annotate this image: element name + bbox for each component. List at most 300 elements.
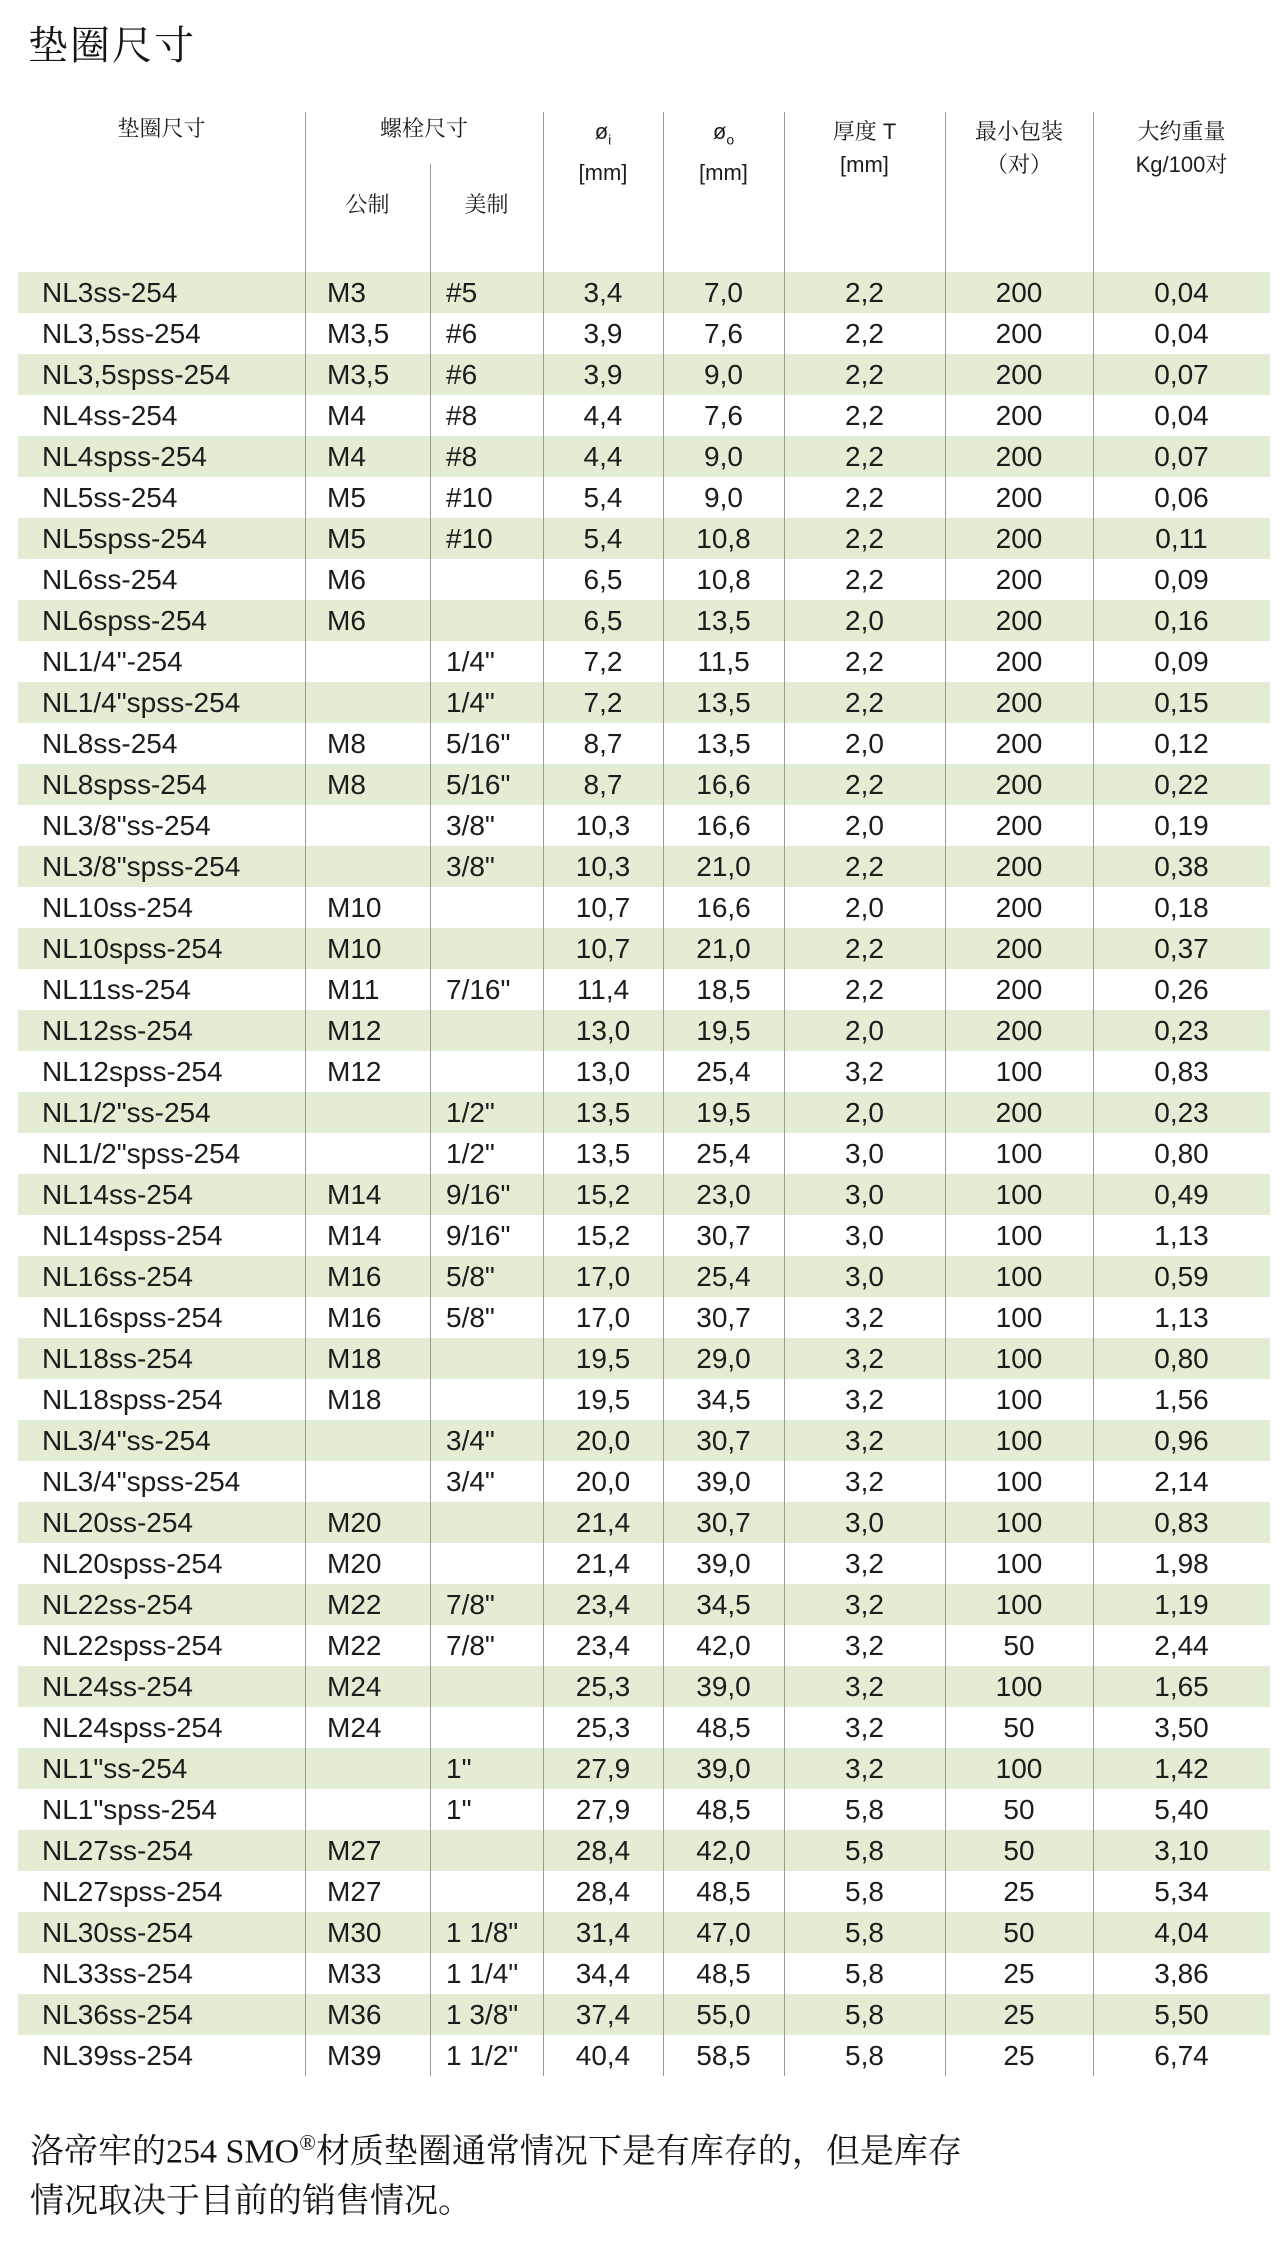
table-cell: 2,0 <box>845 810 884 841</box>
table-cell: 5/16" <box>446 769 511 800</box>
table-cell: 1/4" <box>446 646 495 677</box>
table-cell: 0,26 <box>1154 974 1209 1005</box>
table-row <box>18 1051 1270 1092</box>
table-row <box>18 1379 1270 1420</box>
table-row <box>18 354 1270 395</box>
table-cell: 200 <box>995 892 1043 923</box>
table-cell: 200 <box>995 933 1043 964</box>
table-cell <box>305 1092 430 1133</box>
table-cell: 10,7 <box>575 892 631 923</box>
table-cell: 55,0 <box>696 1999 751 2030</box>
table-cell: 4,4 <box>583 441 623 472</box>
table-cell: NL3/4"spss-254 <box>42 1466 241 1497</box>
table-cell: 3,0 <box>845 1507 884 1538</box>
table-cell <box>305 846 430 887</box>
table-cell: 3,50 <box>1154 1712 1209 1743</box>
table-cell: 200 <box>995 482 1043 513</box>
column-divider <box>663 112 664 2076</box>
stock-note <box>30 2118 1250 2227</box>
table-cell: 9,0 <box>704 482 743 513</box>
table-cell <box>305 805 430 846</box>
table-cell: NL12ss-254 <box>42 1015 193 1046</box>
table-cell <box>305 1789 430 1830</box>
table-cell: 0,22 <box>1154 769 1209 800</box>
table-cell: 5,50 <box>1154 1999 1209 2030</box>
weight-unit: Kg/100对 <box>1135 152 1228 177</box>
table-cell: 13,0 <box>575 1056 631 1087</box>
table-row <box>18 1256 1270 1297</box>
table-cell: 200 <box>995 564 1043 595</box>
table-cell: 25,4 <box>696 1056 751 1087</box>
table-cell: 1" <box>446 1794 472 1825</box>
table-cell: M8 <box>327 728 366 759</box>
table-cell: 0,15 <box>1154 687 1209 718</box>
table-cell: 17,0 <box>575 1302 631 1333</box>
table-cell: M4 <box>327 441 366 472</box>
table-cell: 25,4 <box>696 1138 751 1169</box>
table-cell: M14 <box>327 1179 382 1210</box>
table-cell: 34,5 <box>696 1384 751 1415</box>
table-cell: 21,4 <box>575 1507 631 1538</box>
table-cell <box>305 1133 430 1174</box>
table-cell: NL3/8"ss-254 <box>42 810 211 841</box>
table-cell: 13,5 <box>696 687 751 718</box>
table-cell <box>305 1748 430 1789</box>
table-cell: M5 <box>327 482 366 513</box>
table-cell: 0,18 <box>1154 892 1209 923</box>
table-cell: 42,0 <box>696 1630 751 1661</box>
table-cell: NL3ss-254 <box>42 277 178 308</box>
table-cell <box>430 1707 543 1748</box>
inner-diameter-subscript: i <box>608 131 612 148</box>
table-cell: 30,7 <box>696 1507 751 1538</box>
table-row <box>18 1543 1270 1584</box>
table-cell: NL3/8"spss-254 <box>42 851 241 882</box>
table-cell: M20 <box>327 1507 382 1538</box>
table-cell: 47,0 <box>696 1917 751 1948</box>
table-cell: 9/16" <box>446 1220 511 1251</box>
table-row <box>18 682 1270 723</box>
table-cell: NL18ss-254 <box>42 1343 193 1374</box>
table-cell: 5,4 <box>583 482 623 513</box>
table-cell <box>430 1051 543 1092</box>
table-cell: 200 <box>995 810 1043 841</box>
table-cell: 1 3/8" <box>446 1999 519 2030</box>
table-cell: 100 <box>995 1589 1043 1620</box>
table-cell: 200 <box>995 687 1043 718</box>
table-cell: M12 <box>327 1056 382 1087</box>
table-cell: 9/16" <box>446 1179 511 1210</box>
table-cell: 3/4" <box>446 1466 495 1497</box>
header-min-pack <box>945 115 1093 181</box>
table-cell: 200 <box>995 523 1043 554</box>
table-cell: 2,2 <box>845 318 884 349</box>
table-cell: 100 <box>995 1343 1043 1374</box>
table-cell <box>305 1420 430 1461</box>
table-cell <box>430 1830 543 1871</box>
table-cell: 2,0 <box>845 1015 884 1046</box>
table-cell: 3,2 <box>845 1343 884 1374</box>
table-cell: 3,2 <box>845 1466 884 1497</box>
table-cell: M24 <box>327 1712 382 1743</box>
table-cell: 1,98 <box>1154 1548 1209 1579</box>
thickness-unit: [mm] <box>840 152 889 177</box>
stock-note-text: 材质垫圈通常情况下是有库存的，但是库存 <box>315 2133 962 2171</box>
table-cell: 3,2 <box>845 1056 884 1087</box>
table-cell: 7,0 <box>704 277 743 308</box>
table-cell: NL1/4"spss-254 <box>42 687 241 718</box>
table-row <box>18 1420 1270 1461</box>
table-cell: 20,0 <box>575 1466 631 1497</box>
table-cell: 34,4 <box>575 1958 631 1989</box>
table-cell: 1,19 <box>1154 1589 1209 1620</box>
table-cell: 100 <box>995 1138 1043 1169</box>
table-cell: 3,9 <box>583 359 623 390</box>
table-cell: 5,8 <box>845 1958 884 1989</box>
table-cell: 0,83 <box>1154 1056 1209 1087</box>
table-cell: 0,37 <box>1154 933 1209 964</box>
weight-label: 大约重量 <box>1137 119 1226 144</box>
table-cell: 11,5 <box>697 646 750 677</box>
table-cell: 4,04 <box>1154 1917 1209 1948</box>
table-row <box>18 1297 1270 1338</box>
table-cell: 21,0 <box>696 933 751 964</box>
table-cell: 1 1/4" <box>446 1958 519 1989</box>
table-cell: NL36ss-254 <box>42 1999 193 2030</box>
table-cell: NL24ss-254 <box>42 1671 193 1702</box>
table-cell: M39 <box>327 2040 382 2071</box>
header-thickness <box>784 115 945 181</box>
table-cell: 37,4 <box>575 1999 631 2030</box>
table-cell: M36 <box>327 1999 382 2030</box>
table-cell: M16 <box>327 1261 382 1292</box>
table-row <box>18 1953 1270 1994</box>
table-cell: M6 <box>327 605 366 636</box>
table-cell: 3,10 <box>1154 1835 1209 1866</box>
table-cell: NL3,5ss-254 <box>42 318 201 349</box>
table-cell: 0,06 <box>1154 482 1209 513</box>
table-cell: 2,2 <box>845 523 884 554</box>
table-cell <box>430 928 543 969</box>
table-cell <box>430 1379 543 1420</box>
table-cell <box>430 559 543 600</box>
table-cell: 20,0 <box>575 1425 631 1456</box>
table-cell: M16 <box>327 1302 382 1333</box>
table-cell: M3,5 <box>327 359 390 390</box>
table-cell: 39,0 <box>696 1466 751 1497</box>
table-cell: NL22ss-254 <box>42 1589 193 1620</box>
table-cell: 2,2 <box>845 400 884 431</box>
table-cell: #8 <box>446 441 478 472</box>
table-cell: #6 <box>446 318 478 349</box>
table-cell: 3,2 <box>845 1589 884 1620</box>
table-row <box>18 1215 1270 1256</box>
table-cell: M4 <box>327 400 366 431</box>
table-cell: 50 <box>1003 1835 1035 1866</box>
table-cell: 5,8 <box>845 2040 884 2071</box>
table-cell <box>430 600 543 641</box>
table-row <box>18 313 1270 354</box>
header-bolt-size-group: 螺栓尺寸 <box>379 116 468 141</box>
table-cell: M20 <box>327 1548 382 1579</box>
table-cell: 200 <box>995 728 1043 759</box>
table-row <box>18 477 1270 518</box>
table-cell <box>430 1338 543 1379</box>
table-cell: NL33ss-254 <box>42 1958 193 1989</box>
table-cell: 25 <box>1003 2040 1035 2071</box>
table-cell: 0,11 <box>1155 523 1208 554</box>
header-washer-size: 垫圈尺寸 <box>117 116 206 141</box>
stock-note-text: 洛帝牢的254 SMO <box>30 2133 300 2171</box>
table-cell: 48,5 <box>696 1794 751 1825</box>
table-cell: 23,4 <box>575 1589 631 1620</box>
table-cell: 2,2 <box>845 441 884 472</box>
table-cell: 0,83 <box>1154 1507 1209 1538</box>
table-cell: 1,65 <box>1154 1671 1209 1702</box>
table-cell: 3,2 <box>845 1384 884 1415</box>
table-cell: M12 <box>327 1015 382 1046</box>
table-cell: 100 <box>995 1302 1043 1333</box>
column-divider <box>543 112 544 2076</box>
table-cell: 100 <box>995 1261 1043 1292</box>
table-cell: 1,56 <box>1154 1384 1209 1415</box>
header-us: 美制 <box>464 192 509 217</box>
table-row <box>18 1010 1270 1051</box>
table-cell: 42,0 <box>696 1835 751 1866</box>
header-inner-diameter <box>543 115 663 189</box>
table-cell: 200 <box>995 318 1043 349</box>
table-cell: NL27ss-254 <box>42 1835 193 1866</box>
table-cell: 1" <box>446 1753 472 1784</box>
table-cell: 30,7 <box>696 1425 751 1456</box>
table-cell: 100 <box>995 1179 1043 1210</box>
table-cell: 3/8" <box>446 810 495 841</box>
table-row <box>18 723 1270 764</box>
table-cell: 25 <box>1003 1876 1035 1907</box>
table-cell: 1,13 <box>1154 1220 1209 1251</box>
table-cell: 3/4" <box>446 1425 495 1456</box>
table-cell: 5,8 <box>845 1917 884 1948</box>
table-cell: 3,0 <box>845 1261 884 1292</box>
column-divider <box>784 112 785 2076</box>
table-cell: 6,74 <box>1154 2040 1209 2071</box>
table-cell: M10 <box>327 933 382 964</box>
table-cell: 9,0 <box>704 441 743 472</box>
table-cell: 19,5 <box>696 1015 751 1046</box>
table-cell: 50 <box>1003 1712 1035 1743</box>
table-cell: 50 <box>1003 1794 1035 1825</box>
table-cell: 10,8 <box>696 523 751 554</box>
table-cell: 48,5 <box>696 1958 751 1989</box>
table-cell: 2,2 <box>845 933 884 964</box>
table-cell: M10 <box>327 892 382 923</box>
table-cell: 200 <box>995 605 1043 636</box>
table-cell: 48,5 <box>696 1876 751 1907</box>
table-row <box>18 1461 1270 1502</box>
table-cell: 28,4 <box>575 1876 631 1907</box>
table-cell: M22 <box>327 1589 382 1620</box>
table-cell: 2,2 <box>845 974 884 1005</box>
table-cell: 0,96 <box>1154 1425 1209 1456</box>
table-cell: M14 <box>327 1220 382 1251</box>
table-cell: 39,0 <box>696 1753 751 1784</box>
table-cell: 2,2 <box>845 769 884 800</box>
table-cell: 3,0 <box>845 1220 884 1251</box>
table-cell: NL10spss-254 <box>42 933 223 964</box>
table-cell: 5,8 <box>845 1794 884 1825</box>
table-cell: 100 <box>995 1671 1043 1702</box>
table-cell: 3,86 <box>1154 1958 1209 1989</box>
table-cell: 13,0 <box>575 1015 631 1046</box>
table-cell: 100 <box>995 1384 1043 1415</box>
table-cell: 2,2 <box>845 687 884 718</box>
table-cell: 200 <box>995 769 1043 800</box>
table-cell: M24 <box>327 1671 382 1702</box>
table-cell: 21,0 <box>696 851 751 882</box>
table-cell: M3,5 <box>327 318 390 349</box>
washer-size-table <box>18 112 1270 2076</box>
table-cell <box>430 1666 543 1707</box>
table-cell: 19,5 <box>575 1343 631 1374</box>
table-cell: 200 <box>995 1097 1043 1128</box>
table-row <box>18 1748 1270 1789</box>
table-cell: 28,4 <box>575 1835 631 1866</box>
table-cell: 25,3 <box>575 1712 631 1743</box>
table-cell: 3,2 <box>845 1712 884 1743</box>
table-cell: 4,4 <box>583 400 623 431</box>
table-cell: 200 <box>995 974 1043 1005</box>
table-cell: 100 <box>995 1548 1043 1579</box>
table-cell: 0,04 <box>1154 318 1209 349</box>
table-cell: 7,6 <box>704 400 743 431</box>
table-cell: 7/8" <box>446 1589 495 1620</box>
table-cell: 13,5 <box>575 1097 631 1128</box>
table-cell: 2,44 <box>1154 1630 1209 1661</box>
table-cell: 7,2 <box>583 687 623 718</box>
table-cell: 2,2 <box>845 277 884 308</box>
table-cell <box>430 1871 543 1912</box>
table-cell: 10,7 <box>575 933 631 964</box>
table-cell: 0,38 <box>1154 851 1209 882</box>
table-cell: 0,59 <box>1154 1261 1209 1292</box>
table-cell: 1 1/2" <box>446 2040 519 2071</box>
table-cell: 23,4 <box>575 1630 631 1661</box>
table-row <box>18 1338 1270 1379</box>
table-cell: 7,6 <box>704 318 743 349</box>
table-cell: 27,9 <box>575 1753 631 1784</box>
table-cell: NL20ss-254 <box>42 1507 193 1538</box>
table-cell: M22 <box>327 1630 382 1661</box>
table-cell: 0,04 <box>1154 277 1209 308</box>
table-cell: 34,5 <box>696 1589 751 1620</box>
table-cell: 200 <box>995 400 1043 431</box>
table-cell: 0,23 <box>1154 1015 1209 1046</box>
table-cell: NL1"ss-254 <box>42 1753 188 1784</box>
table-cell: M6 <box>327 564 366 595</box>
table-cell: 0,12 <box>1154 728 1209 759</box>
table-cell: 16,6 <box>696 769 751 800</box>
table-cell: 0,09 <box>1154 564 1209 595</box>
table-row <box>18 928 1270 969</box>
table-cell: 7/16" <box>446 974 511 1005</box>
table-cell: 100 <box>995 1220 1043 1251</box>
table-cell: 13,5 <box>575 1138 631 1169</box>
table-cell: NL16ss-254 <box>42 1261 193 1292</box>
table-cell: 2,2 <box>845 359 884 390</box>
table-cell: 10,3 <box>575 810 631 841</box>
table-cell: NL8spss-254 <box>42 769 207 800</box>
table-row <box>18 1502 1270 1543</box>
table-cell: 29,0 <box>696 1343 751 1374</box>
table-cell: M5 <box>327 523 366 554</box>
table-cell <box>430 1502 543 1543</box>
table-cell: 5/8" <box>446 1302 495 1333</box>
table-cell: 16,6 <box>696 892 751 923</box>
table-cell: NL4ss-254 <box>42 400 178 431</box>
table-cell: 48,5 <box>696 1712 751 1743</box>
header-metric: 公制 <box>345 192 390 217</box>
table-cell: 2,2 <box>845 564 884 595</box>
table-cell: 100 <box>995 1753 1043 1784</box>
inner-diameter-unit: [mm] <box>578 160 628 186</box>
table-cell: NL11ss-254 <box>42 974 191 1005</box>
table-cell <box>305 682 430 723</box>
table-cell: 3,2 <box>845 1548 884 1579</box>
table-cell: NL6spss-254 <box>42 605 207 636</box>
table-cell: 0,07 <box>1154 359 1209 390</box>
table-cell: 200 <box>995 441 1043 472</box>
table-cell: 27,9 <box>575 1794 631 1825</box>
table-cell: 0,49 <box>1154 1179 1209 1210</box>
table-cell: #10 <box>446 482 493 513</box>
table-cell: 7,2 <box>583 646 623 677</box>
table-cell: 2,14 <box>1154 1466 1209 1497</box>
table-cell: 30,7 <box>696 1220 751 1251</box>
table-row <box>18 846 1270 887</box>
table-cell: 25 <box>1003 1999 1035 2030</box>
table-cell: NL14ss-254 <box>42 1179 193 1210</box>
table-cell: 3,2 <box>845 1302 884 1333</box>
table-cell: 19,5 <box>696 1097 751 1128</box>
table-cell: 13,5 <box>696 605 751 636</box>
table-cell: NL6ss-254 <box>42 564 178 595</box>
table-cell: 200 <box>995 646 1043 677</box>
table-cell: 9,0 <box>704 359 743 390</box>
table-cell: NL14spss-254 <box>42 1220 223 1251</box>
table-cell: 2,0 <box>845 728 884 759</box>
table-body <box>18 272 1270 2076</box>
table-cell: 16,6 <box>696 810 751 841</box>
table-cell: 5,8 <box>845 1835 884 1866</box>
table-cell: NL27spss-254 <box>42 1876 223 1907</box>
table-cell: 3,0 <box>845 1138 884 1169</box>
table-cell: 3,2 <box>845 1630 884 1661</box>
table-cell: M3 <box>327 277 366 308</box>
table-cell: 2,2 <box>845 482 884 513</box>
table-cell: 0,80 <box>1154 1343 1209 1374</box>
table-cell: NL1"spss-254 <box>42 1794 217 1825</box>
table-row <box>18 272 1270 313</box>
table-cell: NL1/2"spss-254 <box>42 1138 241 1169</box>
table-cell: 6,5 <box>583 564 623 595</box>
thickness-label: 厚度 T <box>832 119 897 144</box>
min-pack-label: 最小包装 <box>974 119 1063 144</box>
table-cell: 15,2 <box>575 1179 631 1210</box>
table-cell: 39,0 <box>696 1671 751 1702</box>
table-cell: 11,4 <box>576 974 630 1005</box>
table-cell: 100 <box>995 1466 1043 1497</box>
column-divider <box>945 112 946 2076</box>
